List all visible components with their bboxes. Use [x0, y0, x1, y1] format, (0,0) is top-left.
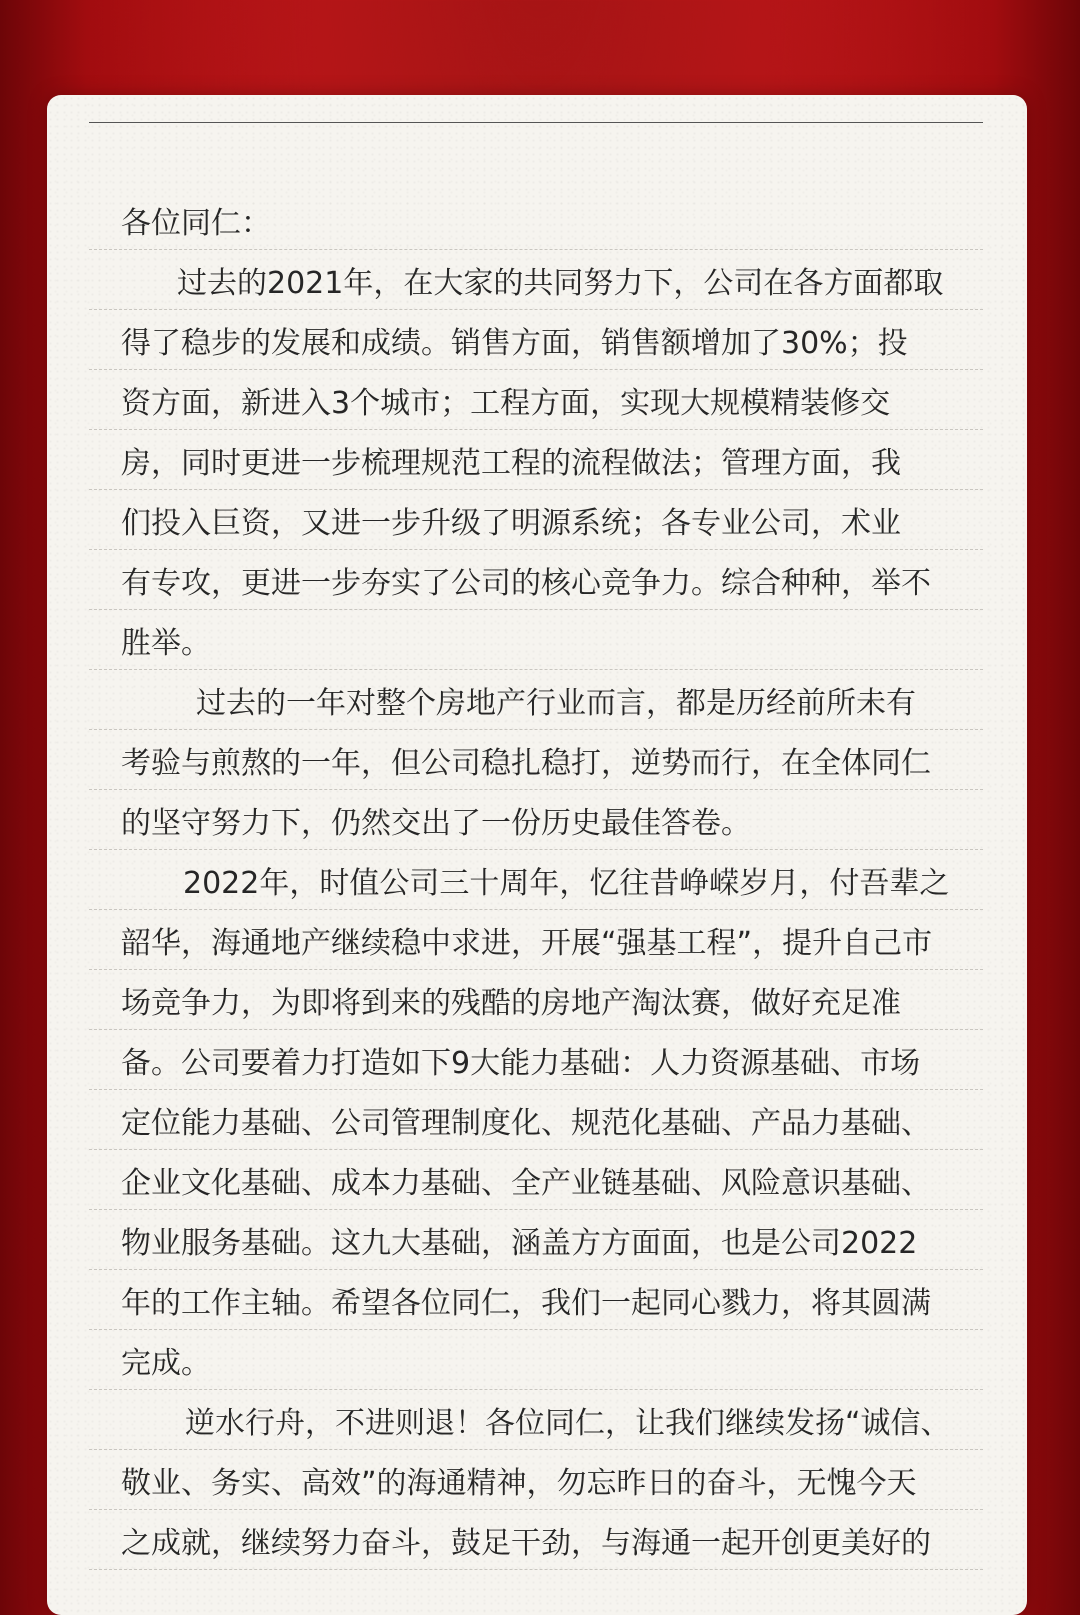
letter-line: 过去的一年对整个房地产行业而言，都是历经前所未有 [89, 670, 983, 730]
letter-line: 之成就，继续努力奋斗，鼓足干劲，与海通一起开创更美好的 [89, 1510, 983, 1570]
letter-line: 的坚守努力下，仍然交出了一份历史最佳答卷。 [89, 790, 983, 850]
letter-line: 逆水行舟，不进则退！各位同仁，让我们继续发扬“诚信、 [89, 1390, 983, 1450]
letter-line: 年的工作主轴。希望各位同仁，我们一起同心戮力，将其圆满 [89, 1270, 983, 1330]
letter-salutation: 各位同仁： [89, 190, 983, 250]
letter-line: 韶华，海通地产继续稳中求进，开展“强基工程”，提升自己市 [89, 910, 983, 970]
letter-line: 物业服务基础。这九大基础，涵盖方方面面，也是公司2022 [89, 1210, 983, 1270]
letter-line: 考验与煎熬的一年，但公司稳扎稳打，逆势而行，在全体同仁 [89, 730, 983, 790]
letter-line: 过去的2021年，在大家的共同努力下，公司在各方面都取 [89, 250, 983, 310]
letter-line: 定位能力基础、公司管理制度化、规范化基础、产品力基础、 [89, 1090, 983, 1150]
letter-line: 2022年，时值公司三十周年，忆往昔峥嵘岁月，付吾辈之 [89, 850, 983, 910]
letter-line: 完成。 [89, 1330, 983, 1390]
letter-line: 胜举。 [89, 610, 983, 670]
letter-body [89, 190, 983, 1570]
letter-line: 房，同时更进一步梳理规范工程的流程做法；管理方面，我 [89, 430, 983, 490]
letter-line: 得了稳步的发展和成绩。销售方面，销售额增加了30%；投 [89, 310, 983, 370]
letter-line: 敬业、务实、高效”的海通精神，勿忘昨日的奋斗，无愧今天 [89, 1450, 983, 1510]
letter-line: 企业文化基础、成本力基础、全产业链基础、风险意识基础、 [89, 1150, 983, 1210]
letter-line: 场竞争力，为即将到来的残酷的房地产淘汰赛，做好充足准 [89, 970, 983, 1030]
letter-paper [47, 95, 1027, 1615]
letter-line: 有专攻，更进一步夯实了公司的核心竞争力。综合种种，举不 [89, 550, 983, 610]
letter-line: 们投入巨资，又进一步升级了明源系统；各专业公司，术业 [89, 490, 983, 550]
letter-line: 备。公司要着力打造如下9大能力基础：人力资源基础、市场 [89, 1030, 983, 1090]
letter-line: 资方面，新进入3个城市；工程方面，实现大规模精装修交 [89, 370, 983, 430]
top-divider [89, 122, 983, 123]
